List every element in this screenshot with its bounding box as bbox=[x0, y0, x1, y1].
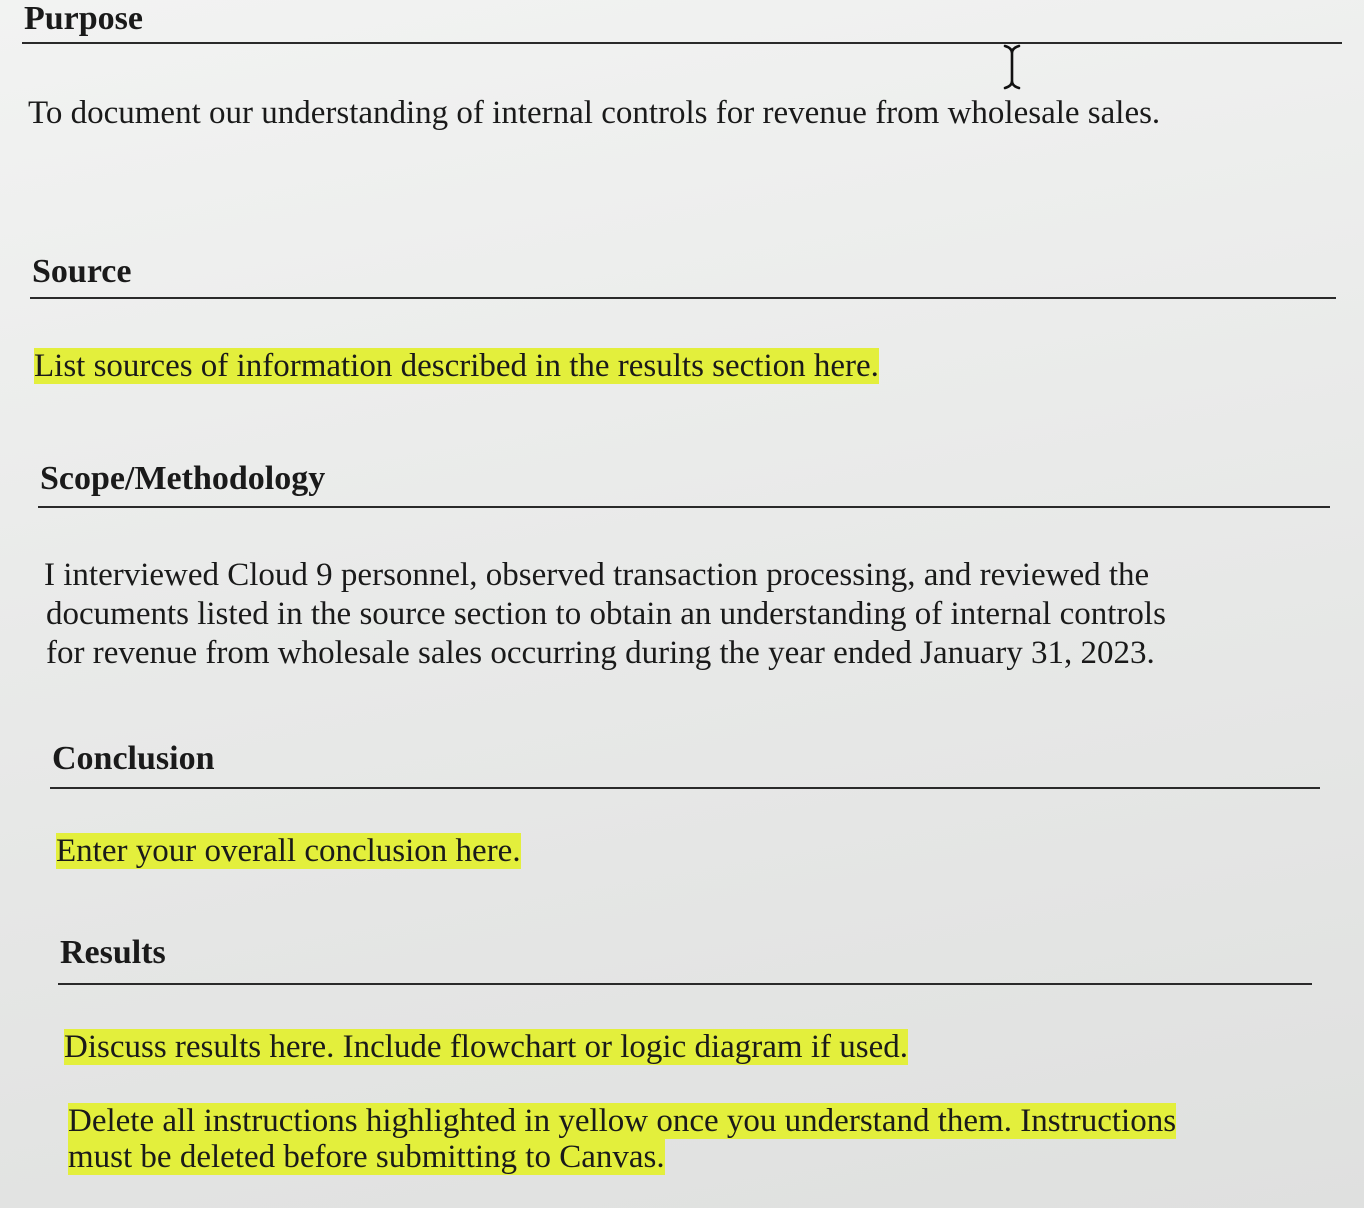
scope-line-1: I interviewed Cloud 9 personnel, observed transaction processing, and reviewed the bbox=[44, 557, 1150, 593]
source-heading: Source bbox=[32, 253, 132, 290]
conclusion-rule bbox=[50, 787, 1320, 789]
source-highlight: List sources of information described in the results section here. bbox=[34, 348, 879, 384]
conclusion-instruction[interactable] bbox=[56, 832, 521, 870]
source-instruction[interactable] bbox=[34, 347, 879, 385]
delete-instructions-highlight-2: must be deleted before submitting to Canvas. bbox=[68, 1139, 665, 1175]
purpose-heading: Purpose bbox=[24, 0, 143, 37]
delete-instructions-line-1 bbox=[68, 1102, 1176, 1140]
results-rule bbox=[58, 983, 1312, 985]
scope-heading: Scope/Methodology bbox=[40, 460, 326, 497]
source-rule bbox=[30, 297, 1336, 299]
purpose-rule bbox=[22, 42, 1342, 44]
conclusion-highlight: Enter your overall conclusion here. bbox=[56, 833, 521, 869]
results-instruction[interactable] bbox=[64, 1028, 908, 1066]
scope-line-2: documents listed in the source section to obtain an understanding of internal controls bbox=[46, 596, 1166, 632]
results-highlight: Discuss results here. Include flowchart or logic diagram if used. bbox=[64, 1029, 908, 1065]
scope-rule bbox=[38, 506, 1330, 508]
delete-instructions-highlight-1: Delete all instructions highlighted in yellow once you understand them. Instructions bbox=[68, 1103, 1177, 1139]
results-heading: Results bbox=[60, 934, 166, 971]
conclusion-heading: Conclusion bbox=[52, 740, 215, 777]
scope-line-3: for revenue from wholesale sales occurring during the year ended January 31, 2023. bbox=[46, 635, 1155, 671]
text-cursor-icon bbox=[1002, 44, 1022, 90]
delete-instructions-line-2 bbox=[68, 1138, 665, 1176]
purpose-text[interactable]: To document our understanding of internal controls for revenue from wholesale sales. bbox=[28, 95, 1161, 131]
